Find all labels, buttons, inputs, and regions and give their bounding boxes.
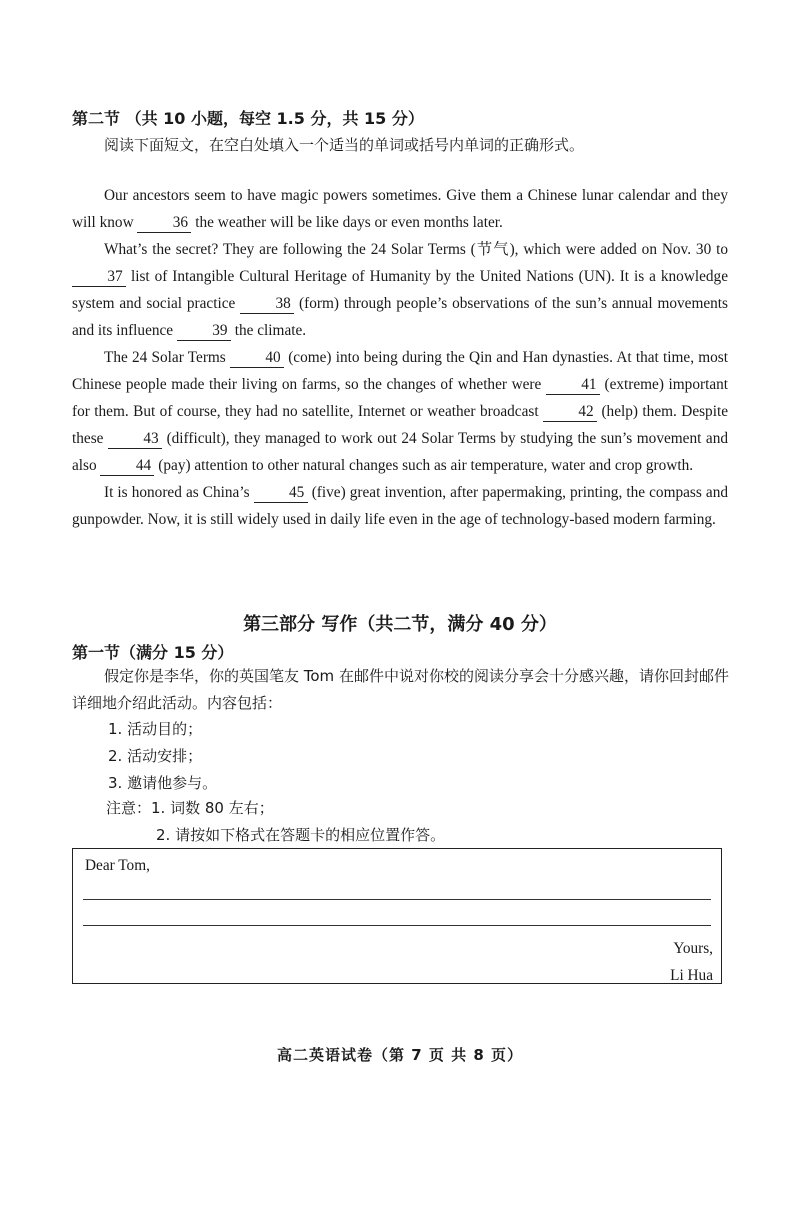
signature: Li Hua (670, 967, 713, 984)
letter-closing (670, 935, 713, 989)
paragraph-1 (72, 182, 728, 236)
blank-36: 36 (137, 214, 191, 233)
answer-format-box (72, 848, 722, 984)
text-span: (extreme) important for them. But of course, they had no satellite, Internet or weather broadcast (72, 376, 729, 420)
section-instruction: 阅读下面短文，在空白处填入一个适当的单词或括号内单词的正确形式。 (104, 136, 585, 154)
blank-39: 39 (177, 322, 231, 341)
text-span: What’s the secret? They are following the 24 Solar Terms (节气), which were added on Nov. 30 to (104, 241, 728, 258)
writing-prompt: 假定你是李华，你的英国笔友 Tom 在邮件中说对你校的阅读分享会十分感兴趣，请你回封邮件详细地介绍此活动。内容包括： (72, 667, 729, 712)
cloze-passage (72, 182, 728, 533)
requirement-item: 2. 活动安排； (108, 747, 203, 765)
writing-line (83, 899, 711, 900)
writing-line (83, 925, 711, 926)
page-footer: 高二英语试卷（第 7 页 共 8 页） (277, 1046, 523, 1064)
text-span: (difficult), they managed to work out 24 Solar Terms by studying the sun’s movement and also (72, 430, 728, 474)
part-title: 第三部分 写作（共二节，满分 40 分） (243, 614, 557, 635)
text-span: (come) into being during the Qin and Han dynasties. At that time, most Chinese people made their living on farms, so the changes of whether were (72, 349, 728, 393)
blank-44: 44 (100, 457, 154, 476)
paragraph-3 (72, 344, 728, 479)
text-span: (five) great invention, after papermaking, printing, the compass and gunpowder. Now, it is still widely used in daily life even in the age of technology-based modern farming. (72, 484, 729, 528)
paragraph-4 (72, 479, 728, 533)
text-span: (form) through people’s observations of the sun’s annual movements and its influence (72, 295, 728, 339)
blank-38: 38 (240, 295, 294, 314)
requirements-list (108, 716, 217, 797)
blank-41: 41 (546, 376, 600, 395)
text-span: The 24 Solar Terms (104, 349, 230, 366)
text-span: Our ancestors seem to have magic powers sometimes. Give them a Chinese lunar calendar and they will know (72, 187, 728, 231)
subsection-title: 第一节（满分 15 分） (72, 643, 234, 662)
blank-45: 45 (254, 484, 308, 503)
text-span: (help) them. Despite these (72, 403, 728, 447)
blank-37: 37 (72, 268, 126, 287)
note-word-count: 注意：1. 词数 80 左右； (106, 799, 274, 817)
text-span: list of Intangible Cultural Heritage of Humanity by the United Nations (UN). It is a knowledge system and social practice (72, 268, 728, 312)
requirement-item: 1. 活动目的； (108, 720, 203, 738)
paragraph-2 (72, 236, 728, 344)
text-span: the climate. (230, 322, 307, 339)
closing-phrase: Yours, (673, 940, 713, 957)
letter-greeting: Dear Tom, (85, 857, 150, 874)
text-span: the weather will be like days or even months later. (191, 214, 503, 231)
requirement-item: 3. 邀请他参与。 (108, 774, 218, 792)
blank-43: 43 (108, 430, 162, 449)
note-format: 2. 请按如下格式在答题卡的相应位置作答。 (156, 826, 446, 844)
blank-40: 40 (230, 349, 284, 368)
section-title: 第二节 （共 10 小题，每空 1.5 分，共 15 分） (72, 109, 424, 128)
blank-42: 42 (543, 403, 597, 422)
text-span: It is honored as China’s (104, 484, 254, 501)
text-span: (pay) attention to other natural changes such as air temperature, water and crop growth. (154, 457, 694, 474)
